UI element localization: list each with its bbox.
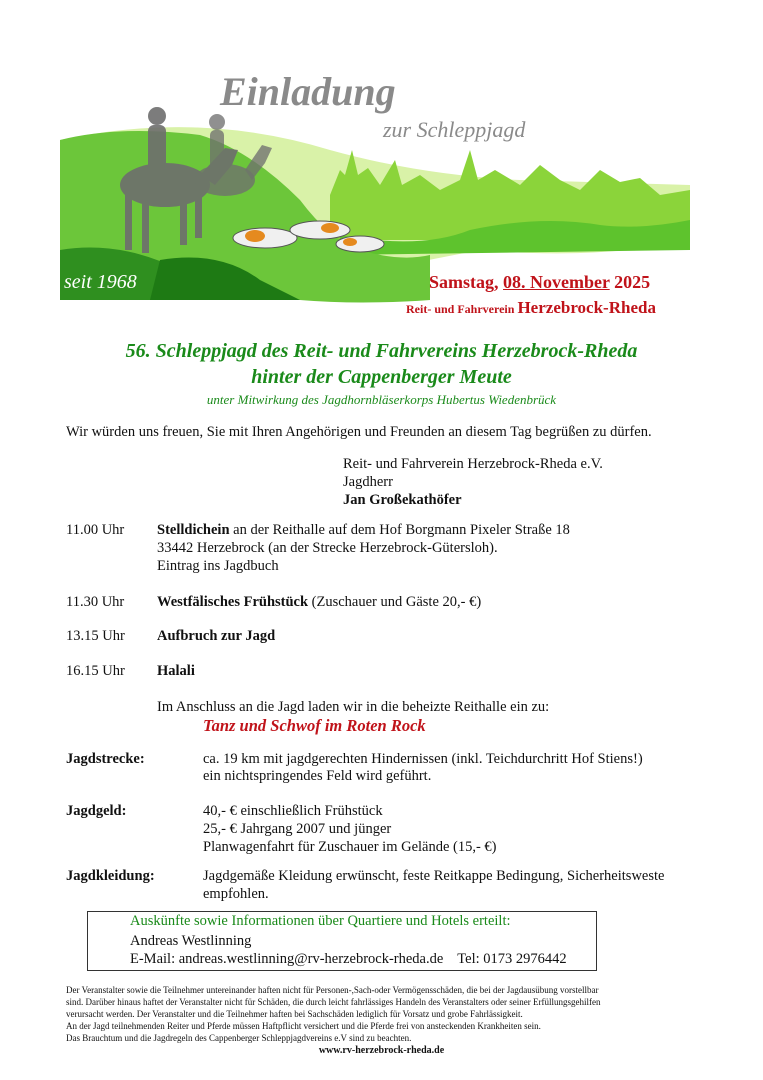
geld-value: Planwagenfahrt für Zuschauer im Gelände (15,- €) — [203, 839, 497, 855]
since-label: seit 1968 — [64, 271, 137, 293]
contact-name: Andreas Westlinning — [130, 933, 252, 949]
kleidung-label: Jagdkleidung: — [66, 868, 155, 884]
geld-label: Jagdgeld: — [66, 803, 127, 819]
signature-role: Jagdherr — [343, 474, 393, 490]
disclaimer-line: Der Veranstalter sowie die Teilnehmer untereinander haften nicht für Personen-,Sach-oder Vermögensschäden, die bei der Jagdausübung vorstellbar — [66, 985, 599, 995]
schedule-time: 11.00 Uhr — [66, 522, 125, 538]
schedule-time: 16.15 Uhr — [66, 663, 125, 679]
schedule-item: Stelldichein an der Reithalle auf dem Hof Borgmann Pixeler Straße 18 — [157, 522, 570, 538]
disclaimer-line: sind. Darüber hinaus haftet der Veranstalter nicht für Schäden, die durch leicht fahrlässiges Handeln des Veranstalters oder seiner Erfüllungsgehilfen — [66, 997, 601, 1007]
disclaimer-line: verursacht werden. Der Veranstalter und die Teilnehmer haften bei Sachschäden lediglich für Vorsatz und grobe Fahrlässigkeit. — [66, 1009, 523, 1019]
disclaimer-line: An der Jagd teilnehmenden Reiter und Pferde müssen Haftpflicht versichert und die Pferde frei von ansteckenden Krankheiten sein. — [66, 1021, 541, 1031]
schedule-item: Halali — [157, 663, 195, 679]
afterparty-text: Im Anschluss an die Jagd laden wir in die beheizte Reithalle ein zu: — [157, 699, 550, 715]
invitation-title: Einladung — [220, 69, 396, 114]
strecke-value: ein nichtspringendes Feld wird geführt. — [203, 768, 432, 784]
event-subheading: hinter der Cappenberger Meute — [251, 366, 512, 388]
contact-email[interactable]: E-Mail: andreas.westlinning@rv-herzebrock-rheda.de — [130, 951, 444, 967]
schedule-item: Aufbruch zur Jagd — [157, 628, 276, 644]
contact-line — [130, 951, 567, 968]
geld-value: 25,- € Jahrgang 2007 und jünger — [203, 821, 392, 837]
afterparty-highlight: Tanz und Schwof im Roten Rock — [203, 716, 426, 735]
contact-heading: Auskünfte sowie Informationen über Quartiere und Hotels erteilt: — [130, 913, 511, 929]
contact-phone: Tel: 0173 2976442 — [457, 951, 567, 967]
club-name: Reit- und Fahrverein Herzebrock-Rheda — [406, 298, 656, 317]
schedule-detail: 33442 Herzebrock (an der Strecke Herzebrock-Gütersloh). — [157, 540, 498, 556]
invitation-subtitle: zur Schleppjagd — [383, 117, 526, 142]
schedule-detail: Eintrag ins Jagdbuch — [157, 558, 279, 574]
intro-text: Wir würden uns freuen, Sie mit Ihren Angehörigen und Freunden an diesem Tag begrüßen zu dürfen. — [66, 424, 652, 440]
schedule-time: 13.15 Uhr — [66, 628, 125, 644]
signature-org: Reit- und Fahrverein Herzebrock-Rheda e.V. — [343, 456, 603, 472]
strecke-label: Jagdstrecke: — [66, 751, 145, 767]
schedule-time: 11.30 Uhr — [66, 594, 125, 610]
signature-name: Jan Großekathöfer — [343, 492, 462, 508]
event-cooperation: unter Mitwirkung des Jagdhornbläserkorps Hubertus Wiedenbrück — [206, 392, 557, 407]
schedule-item: Westfälisches Frühstück (Zuschauer und Gäste 20,- €) — [157, 594, 482, 610]
event-heading: 56. Schleppjagd des Reit- und Fahrvereins Herzebrock-Rheda — [125, 340, 638, 362]
strecke-value: ca. 19 km mit jagdgerechten Hindernissen (inkl. Teichdurchritt Hof Stiens!) — [203, 751, 643, 767]
website-link[interactable]: www.rv-herzebrock-rheda.de — [318, 1045, 445, 1056]
geld-value: 40,- € einschließlich Frühstück — [203, 803, 383, 819]
kleidung-value: Jagdgemäße Kleidung erwünscht, feste Reitkappe Bedingung, Sicherheitsweste — [203, 868, 665, 884]
event-date: Samstag, 08. November 2025 — [429, 272, 651, 292]
disclaimer-line: Das Brauchtum und die Jagdregeln des Cappenberger Schleppjagdvereins e.V sind zu beachten. — [66, 1033, 412, 1043]
kleidung-value: empfohlen. — [203, 886, 269, 902]
